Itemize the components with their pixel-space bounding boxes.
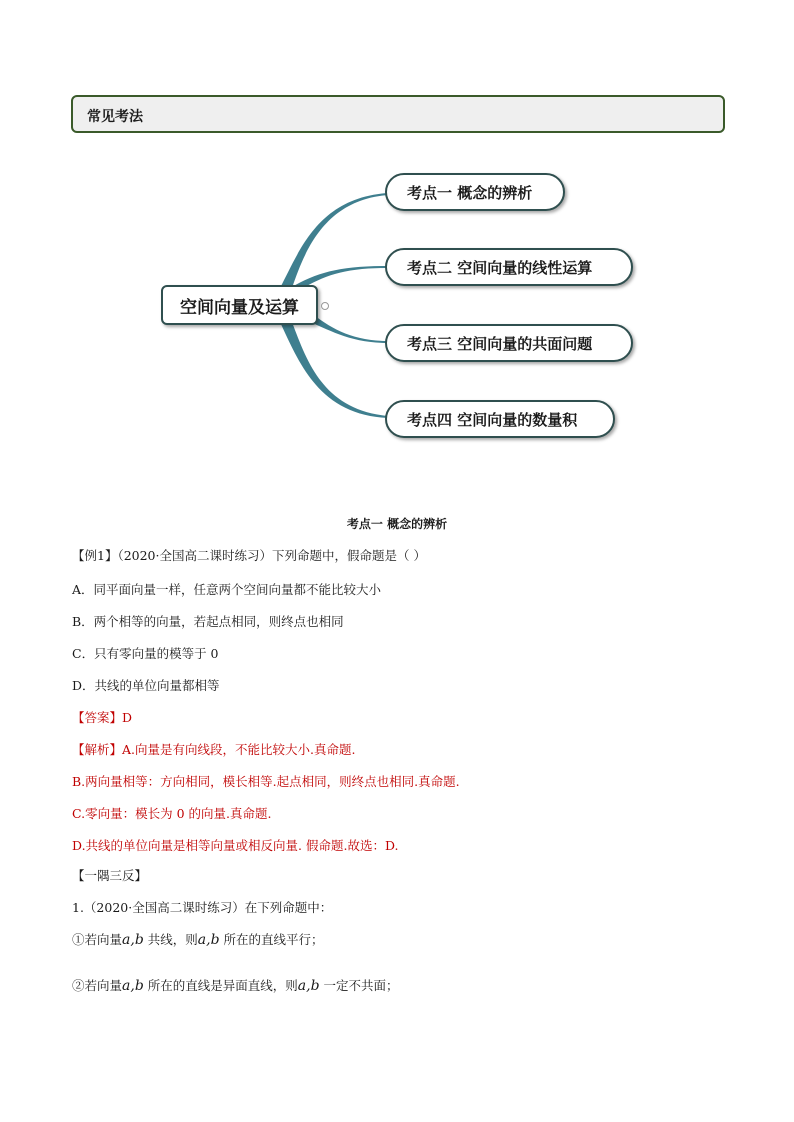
analysis-c: C.零向量：模长为 0 的向量.真命题. [72, 806, 272, 821]
practice-label: 【一隅三反】 [72, 868, 148, 883]
node-topic-3[interactable]: 考点三 空间向量的共面问题 [385, 324, 633, 362]
analysis-a: 【解析】A.向量是有向线段，不能比较大小.真命题. [72, 742, 356, 757]
node-topic-2[interactable]: 考点二 空间向量的线性运算 [385, 248, 633, 286]
practice-intro: 1.（2020·全国高二课时练习）在下列命题中： [72, 900, 333, 915]
answer: 【答案】D [72, 710, 133, 725]
proposition-1: ①若向量a,b 共线，则a,b 所在的直线平行； [72, 932, 324, 948]
vector-ab: a,b [297, 978, 320, 994]
header-title: 常见考法 [87, 109, 143, 125]
collapse-icon[interactable] [321, 302, 329, 310]
header-box [71, 95, 725, 133]
central-topic[interactable]: 空间向量及运算 [161, 285, 318, 325]
analysis-b: B.两向量相等：方向相同，模长相等.起点相同，则终点也相同.真命题. [72, 774, 460, 789]
node-topic-4[interactable]: 考点四 空间向量的数量积 [385, 400, 615, 438]
vector-ab: a,b [122, 932, 144, 948]
vector-ab: a,b [122, 978, 144, 994]
example-question: 【例1】（2020·全国高二课时练习）下列命题中，假命题是（ ） [72, 548, 426, 563]
analysis-d: D.共线的单位向量是相等向量或相反向量. 假命题.故选：D. [72, 838, 399, 853]
option-a: A．同平面向量一样，任意两个空间向量都不能比较大小 [72, 582, 382, 597]
option-c: C．只有零向量的模等于 0 [72, 646, 219, 661]
vector-ab: a,b [197, 932, 220, 948]
node-topic-1[interactable]: 考点一 概念的辨析 [385, 173, 565, 211]
branch-4 [280, 322, 388, 418]
section-title: 考点一 概念的辨析 [346, 517, 448, 531]
proposition-2: ②若向量a,b 所在的直线是异面直线，则a,b 一定不共面； [72, 978, 399, 994]
mind-map [0, 160, 794, 450]
option-b: B．两个相等的向量，若起点相同，则终点也相同 [72, 614, 344, 629]
option-d: D．共线的单位向量都相等 [72, 678, 220, 693]
